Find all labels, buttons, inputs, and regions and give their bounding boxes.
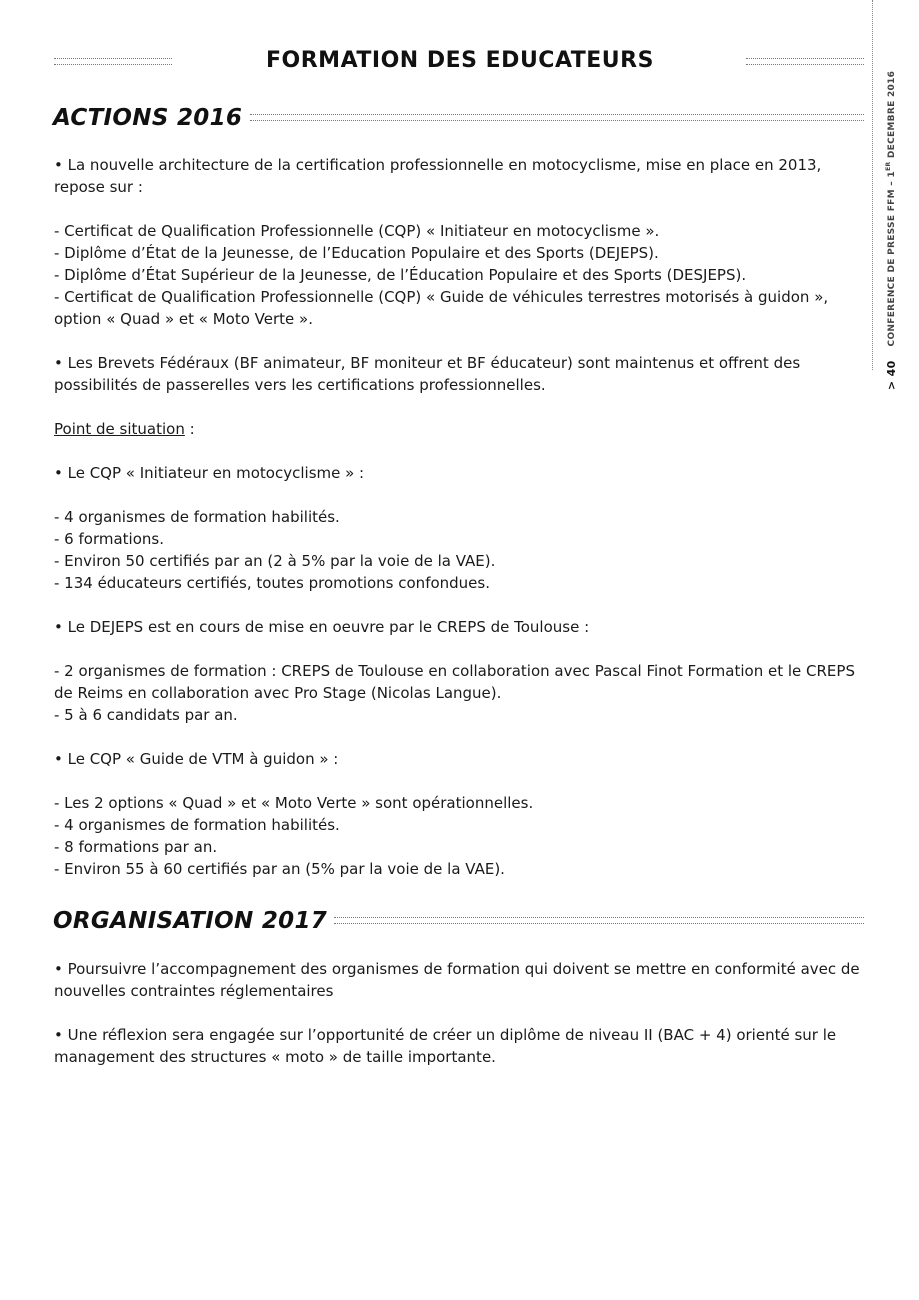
sidebar: [880, 40, 902, 390]
list-item: - 6 formations.: [54, 530, 164, 548]
actions-heading-rule: [250, 114, 864, 121]
dejeps-list: [54, 660, 864, 726]
dejeps-title: • Le DEJEPS est en cours de mise en oeuvre par le CREPS de Toulouse :: [54, 618, 590, 636]
actions-intro: • La nouvelle architecture de la certification professionnelle en motocyclisme, mise en place en 2013, repose sur :: [54, 156, 822, 196]
list-item: - 134 éducateurs certifiés, toutes promotions confondues.: [54, 574, 490, 592]
title-rule-right: [746, 58, 864, 65]
organisation-heading: ORGANISATION 2017: [53, 908, 328, 934]
list-item: - Environ 55 à 60 certifiés par an (5% par la voie de la VAE).: [54, 860, 505, 878]
list-item: - Certificat de Qualification Professionnelle (CQP) « Guide de véhicules terrestres motorisés à guidon », option « Quad » et « Moto Verte ».: [54, 288, 829, 328]
brevets-paragraph: • Les Brevets Fédéraux (BF animateur, BF moniteur et BF éducateur) sont maintenus et offrent des possibilités de passerelles vers les certifications professionnelles.: [54, 354, 801, 394]
list-item: - 8 formations par an.: [54, 838, 218, 856]
list-item: - Diplôme d’État Supérieur de la Jeunesse, de l’Éducation Populaire et des Sports (DESJEPS).: [54, 266, 747, 284]
list-item: - 2 organismes de formation : CREPS de Toulouse en collaboration avec Pascal Finot Formation et le CREPS de Reims en collaboration avec Pro Stage (Nicolas Langue).: [54, 662, 855, 702]
title-rule-left: [54, 58, 172, 65]
organisation-paragraph: • Une réflexion sera engagée sur l’opportunité de créer un diplôme de niveau II (BAC + 4) orienté sur le management des structures « moto » de taille importante.: [54, 1026, 837, 1066]
cqp-vtm-list: [54, 792, 864, 880]
organisation-heading-rule: [334, 917, 864, 924]
list-item: - Certificat de Qualification Professionnelle (CQP) « Initiateur en motocyclisme ».: [54, 222, 660, 240]
conference-caption: CONFERENCE DE PRESSE FFM – 1ER DECEMBRE 2016: [885, 70, 897, 347]
list-item: - 4 organismes de formation habilités.: [54, 816, 340, 834]
organisation-paragraph: • Poursuivre l’accompagnement des organismes de formation qui doivent se mettre en conformité avec de nouvelles contraintes réglementaires: [54, 960, 860, 1000]
list-item: - 5 à 6 candidats par an.: [54, 706, 238, 724]
list-item: - 4 organismes de formation habilités.: [54, 508, 340, 526]
list-item: - Diplôme d’État de la Jeunesse, de l’Education Populaire et des Sports (DEJEPS).: [54, 244, 659, 262]
cqp-vtm-title: • Le CQP « Guide de VTM à guidon » :: [54, 750, 339, 768]
actions-heading: ACTIONS 2016: [53, 105, 243, 131]
situation-label: Point de situation :: [54, 420, 195, 438]
list-item: - Environ 50 certifiés par an (2 à 5% par la voie de la VAE).: [54, 552, 496, 570]
sidebar-divider: [872, 0, 873, 370]
page-number: > 40: [884, 360, 898, 390]
cqp-initiateur-title: • Le CQP « Initiateur en motocyclisme » :: [54, 464, 365, 482]
list-item: - Les 2 options « Quad » et « Moto Verte » sont opérationnelles.: [54, 794, 534, 812]
certification-list: [54, 220, 864, 330]
page-title: FORMATION DES EDUCATEURS: [266, 48, 654, 73]
cqp-initiateur-list: [54, 506, 864, 594]
